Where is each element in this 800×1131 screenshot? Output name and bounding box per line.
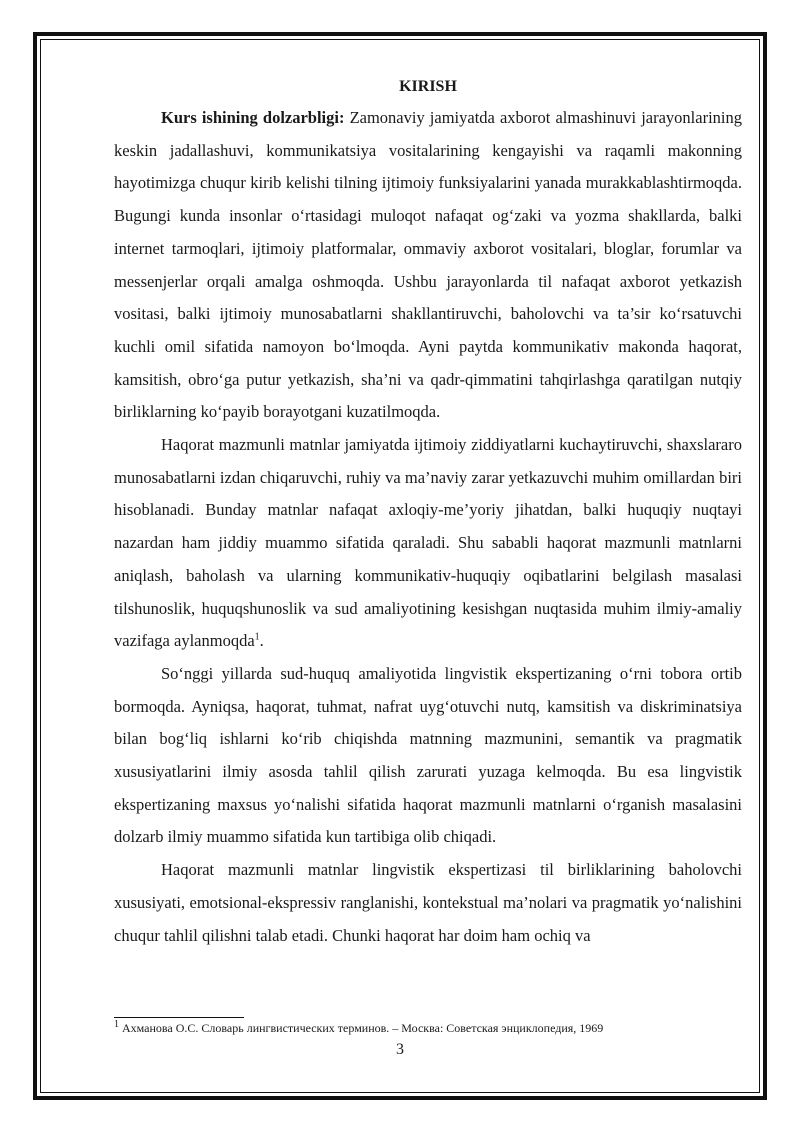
- paragraph-offensive-texts: [114, 429, 742, 658]
- paragraph-text: Haqorat mazmunli matnlar jamiyatda ijtimoiy ziddiyatlarni kuchaytiruvchi, shaxslararo munosabatlarni izdan chiqaruvchi, ruhiy va ma’naviy zarar yetkazuvchi muhim omillardan biri hisoblanadi. Bunday matnlar nafaqat axloqiy-me’yoriy jihatdan, balki huquqiy nuqtayi nazardan ham jiddiy muammo sifatida qaraladi. Shu sababli haqorat mazmunli matnlarni aniqlash, baholash va ularning kommunikativ-huquqiy oqibatlarini belgilash masalasi tilshunoslik, huquqshunoslik va sud amaliyotining kesishgan nuqtasida muhim ilmiy-amaliy vazifaga aylanmoqda: [114, 435, 742, 651]
- footnote: [114, 1021, 603, 1035]
- paragraph-lead: Kurs ishining dolzarbligi:: [161, 108, 345, 127]
- paragraph-expertise: So‘nggi yillarda sud-huquq amaliyotida lingvistik ekspertizaning o‘rni tobora ortib bormoqda. Ayniqsa, haqorat, tuhmat, nafrat uyg‘otuvchi nutq, kamsitish va diskriminatsiya bilan bog‘liq ishlarni ko‘rib chiqishda matnning mazmunini, semantik va pragmatik xususiyatlarini ilmiy asosda tahlil qilish zarurati yuzaga kelmoqda. Bu esa lingvistik ekspertizaning maxsus yo‘nalishi sifatida haqorat mazmunli matnlarni o‘rganish masalasini dolzarb ilmiy muammo sifatida kun tartibiga olib chiqadi.: [114, 663, 742, 847]
- page-number: 3: [396, 1041, 404, 1058]
- paragraph-text: Zamonaviy jamiyatda axborot almashinuvi jarayonlarining keskin jadallashuvi, kommunikatsiya vositalarining kengayishi va raqamli makonning hayotimizga chuqur kirib kelishi tilning ijtimoiy funksiyalarini yanada murakkablashtirmoqda. Bugungi kunda insonlar o‘rtasidagi muloqot nafaqat og‘zaki va yozma shakllarda, balki internet tarmoqlari, ijtimoiy platformalar, ommaviy axborot vositalari, bloglar, forumlar va messenjerlar orqali amalga oshmoqda. Ushbu jarayonlarda til nafaqat axborot yetkazish vositasi, balki ijtimoiy munosabatlarni shakllantiruvchi, baholovchi va ta’sir ko‘rsatuvchi kuchli omil sifatida namoyon bo‘lmoqda. Ayni paytda kommunikativ makonda haqorat, kamsitish, obro‘ga putur yetkazish, sha’ni va qadr-qimmatini tahqirlashga qaratilgan nutqiy birliklarning ko‘payib borayotgani kuzatilmoqda.: [114, 108, 742, 422]
- section-title: KIRISH: [399, 78, 457, 95]
- document-body: [114, 72, 742, 952]
- footnote-reference[interactable]: 1: [254, 631, 260, 643]
- paragraph-tail: .: [259, 631, 264, 651]
- footnote-number: 1: [114, 1019, 119, 1030]
- paragraph-relevance: [114, 102, 742, 429]
- paragraph-linguistic-analysis: Haqorat mazmunli matnlar lingvistik ekspertizasi til birliklarining baholovchi xususiyati, emotsional-ekspressiv ranglanishi, kontekstual ma’nolari va pragmatik yo‘nalishini chuqur tahlil qilishni talab etadi. Chunki haqorat har doim ham ochiq va: [114, 860, 742, 945]
- footnote-text: Ахманова О.С. Словарь лингвистических терминов. – Москва: Советская энциклопедия, 1969: [119, 1021, 604, 1035]
- footnote-separator: [114, 1017, 244, 1018]
